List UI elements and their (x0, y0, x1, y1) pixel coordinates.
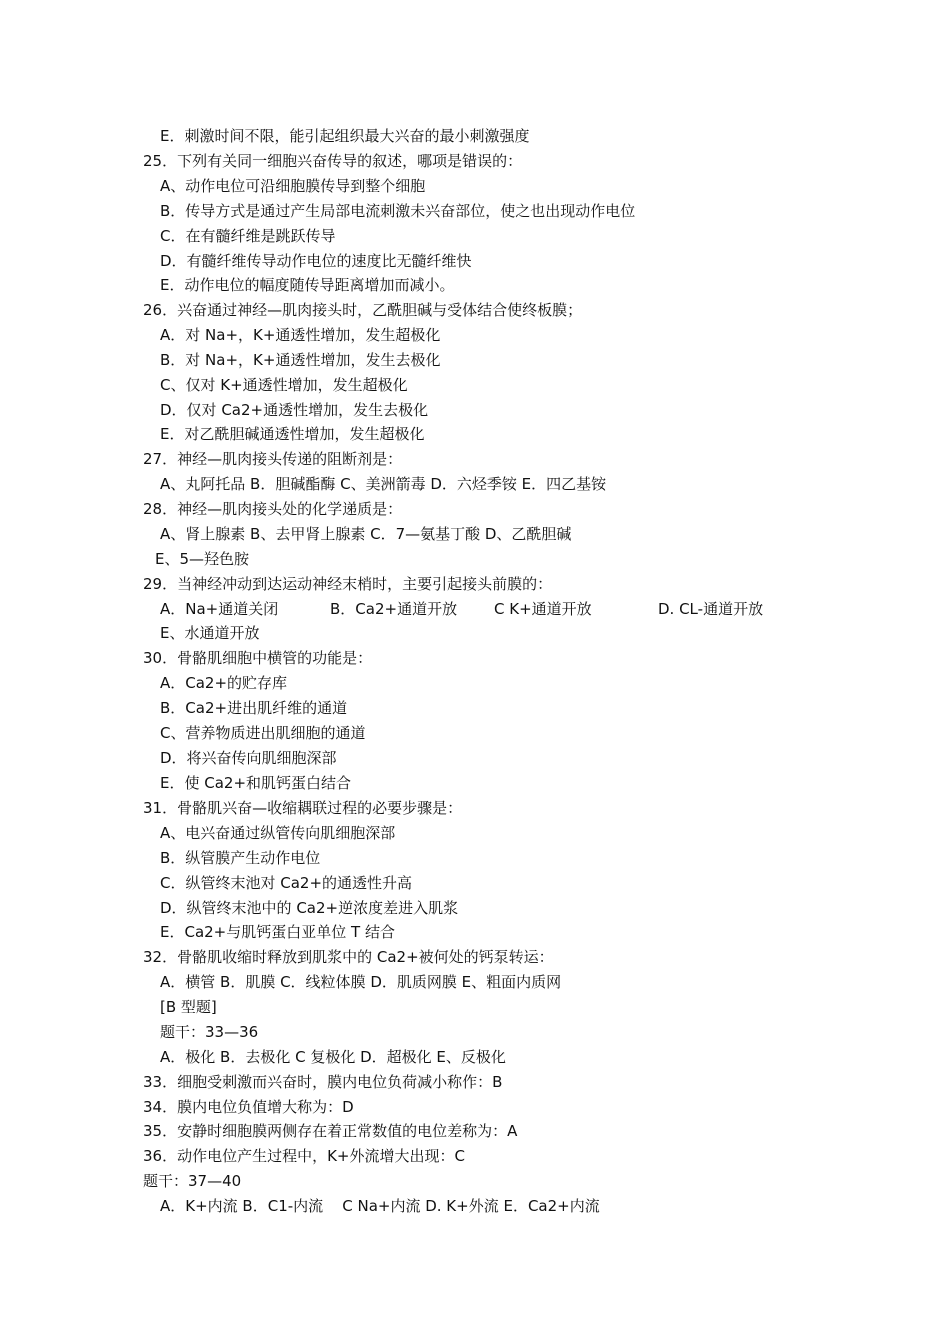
q29-option-c: C K+通道开放 (494, 600, 592, 618)
option-e-stimulus-time: E．刺激时间不限，能引起组织最大兴奋的最小刺激强度 (160, 127, 530, 145)
q31-option-c: C．纵管终末池对 Ca2+的通透性升高 (160, 874, 413, 892)
q30-option-d: D．将兴奋传向肌细胞深部 (160, 749, 337, 767)
q30-option-b: B．Ca2+进出肌纤维的通道 (160, 699, 348, 717)
q30-option-c: C、营养物质进出肌细胞的通道 (160, 724, 366, 742)
question-35: 35．安静时细胞膜两侧存在着正常数值的电位差称为：A (143, 1122, 518, 1140)
stem-37-40-options: A．K+内流 B．C1-内流 C Na+内流 D. K+外流 E．Ca2+内流 (160, 1197, 600, 1215)
q30-option-a: A．Ca2+的贮存库 (160, 674, 288, 692)
q31-option-e: E．Ca2+与肌钙蛋白亚单位 T 结合 (160, 923, 395, 941)
q25-option-b: B．传导方式是通过产生局部电流刺激未兴奋部位，使之也出现动作电位 (160, 202, 636, 220)
question-28: 28．神经—肌肉接头处的化学递质是： (143, 500, 403, 518)
q31-option-d: D．纵管终末池中的 Ca2+逆浓度差进入肌浆 (160, 899, 459, 917)
stem-33-36-options: A．极化 B．去极化 C 复极化 D．超极化 E、反极化 (160, 1048, 506, 1066)
q27-options: A、丸阿托品 B．胆碱酯酶 C、美洲箭毒 D．六烃季铵 E．四乙基铵 (160, 475, 607, 493)
section-b-type-heading: [B 型题] (160, 998, 217, 1016)
q29-option-e: E、水通道开放 (160, 624, 260, 642)
question-27: 27．神经—肌肉接头传递的阻断剂是： (143, 450, 403, 468)
question-30: 30．骨骼肌细胞中横管的功能是： (143, 649, 373, 667)
q29-option-a: A．Na+通道关闭 (160, 600, 279, 618)
q25-option-d: D．有髓纤维传导动作电位的速度比无髓纤维快 (160, 252, 472, 270)
stem-33-36-label: 题干：33—36 (160, 1023, 259, 1041)
stem-37-40-label: 题干：37—40 (143, 1172, 242, 1190)
q28-options: A、肾上腺素 B、去甲肾上腺素 C．7—氨基丁酸 D、乙酰胆碱 (160, 525, 572, 543)
q31-option-a: A、电兴奋通过纵管传向肌细胞深部 (160, 824, 396, 842)
question-31: 31．骨骼肌兴奋—收缩耦联过程的必要步骤是： (143, 799, 463, 817)
q28-option-e: E、5—羟色胺 (155, 550, 250, 568)
question-26: 26．兴奋通过神经—肌肉接头时，乙酰胆碱与受体结合使终板膜； (143, 301, 583, 319)
q26-option-d: D．仅对 Ca2+通透性增加，发生去极化 (160, 401, 429, 419)
question-34: 34．膜内电位负值增大称为：D (143, 1098, 354, 1116)
q25-option-c: C．在有髓纤维是跳跃传导 (160, 227, 336, 245)
question-32: 32．骨骼肌收缩时释放到肌浆中的 Ca2+被何处的钙泵转运： (143, 948, 554, 966)
q25-option-a: A、动作电位可沿细胞膜传导到整个细胞 (160, 177, 426, 195)
question-33: 33．细胞受刺激而兴奋时，膜内电位负荷减小称作：B (143, 1073, 503, 1091)
question-25: 25．下列有关同一细胞兴奋传导的叙述，哪项是错误的： (143, 152, 523, 170)
q30-option-e: E．使 Ca2+和肌钙蛋白结合 (160, 774, 352, 792)
question-29: 29．当神经冲动到达运动神经末梢时，主要引起接头前膜的： (143, 575, 553, 593)
q29-option-d: D. CL-通道开放 (658, 600, 764, 618)
q32-options: A．横管 B．肌膜 C．线粒体膜 D．肌质网膜 E、粗面内质网 (160, 973, 562, 991)
q26-option-e: E．对乙酰胆碱通透性增加，发生超极化 (160, 425, 425, 443)
q29-option-b: B．Ca2+通道开放 (330, 600, 458, 618)
q26-option-a: A．对 Na+，K+通透性增加，发生超极化 (160, 326, 441, 344)
question-36: 36．动作电位产生过程中，K+外流增大出现：C (143, 1147, 465, 1165)
q31-option-b: B．纵管膜产生动作电位 (160, 849, 321, 867)
q26-option-c: C、仅对 K+通透性增加，发生超极化 (160, 376, 408, 394)
q25-option-e: E．动作电位的幅度随传导距离增加而减小。 (160, 276, 455, 294)
q26-option-b: B．对 Na+，K+通透性增加，发生去极化 (160, 351, 441, 369)
